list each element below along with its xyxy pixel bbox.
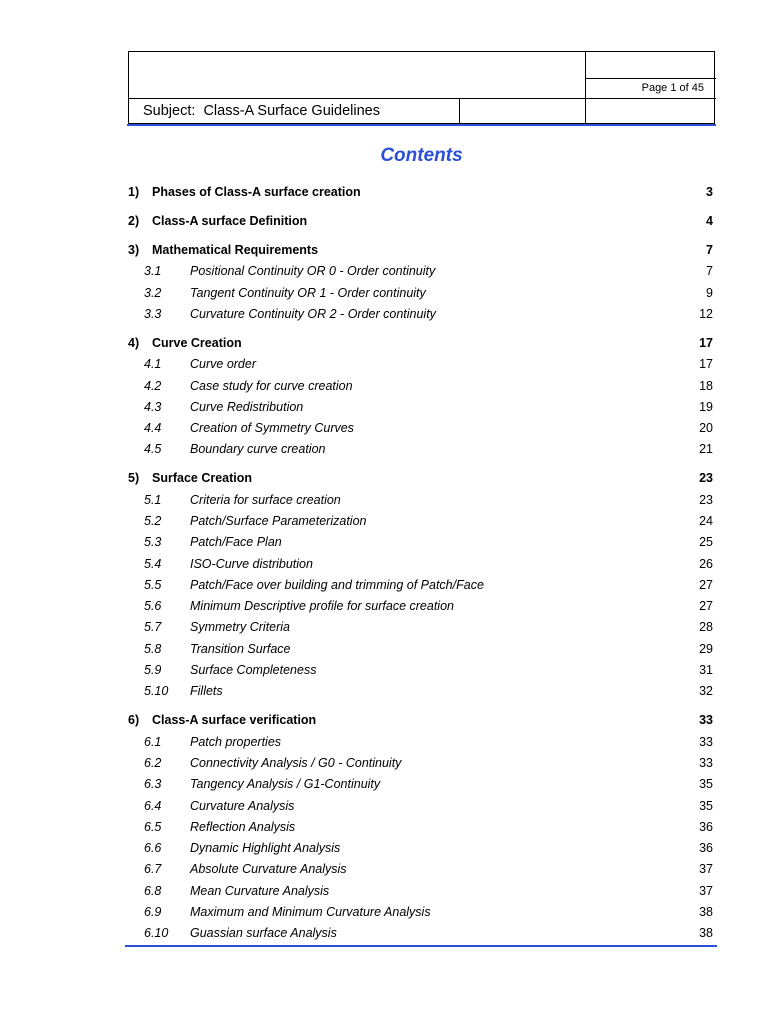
toc-page: 24	[699, 514, 713, 528]
toc-title: Patch/Surface Parameterization	[190, 514, 367, 528]
toc-num: 4)	[128, 336, 140, 350]
toc-num: 6.2	[144, 756, 162, 770]
toc-page: 19	[699, 400, 713, 414]
toc-num: 6.4	[144, 799, 162, 813]
toc-title: Phases of Class-A surface creation	[152, 185, 361, 199]
toc-section[interactable]	[128, 241, 713, 259]
toc-title: Minimum Descriptive profile for surface creation	[190, 599, 454, 613]
toc-num: 5.3	[144, 535, 162, 549]
toc-page: 38	[699, 905, 713, 919]
toc-subsection[interactable]	[128, 262, 713, 280]
toc-title: Creation of Symmetry Curves	[190, 421, 354, 435]
contents-title: Contents	[380, 145, 463, 166]
toc-subsection[interactable]	[128, 440, 713, 458]
toc-subsection[interactable]	[128, 661, 713, 679]
toc-page: 26	[699, 557, 713, 571]
toc-subsection[interactable]	[128, 839, 713, 857]
toc-subsection[interactable]	[128, 576, 713, 594]
toc-title: Maximum and Minimum Curvature Analysis	[190, 905, 431, 919]
toc-page: 12	[699, 307, 713, 321]
toc-title: Transition Surface	[190, 642, 291, 656]
toc-page: 17	[699, 336, 713, 350]
toc-subsection[interactable]	[128, 754, 713, 772]
toc-page: 35	[699, 777, 713, 791]
toc-title: Connectivity Analysis / G0 - Continuity	[190, 756, 402, 770]
toc-subsection[interactable]	[128, 797, 713, 815]
toc-num: 6.9	[144, 905, 162, 919]
toc-num: 4.1	[144, 357, 162, 371]
toc-title: Curve order	[190, 357, 256, 371]
toc-num: 6.1	[144, 735, 162, 749]
toc-page: 17	[699, 357, 713, 371]
toc-page: 20	[699, 421, 713, 435]
toc-subsection[interactable]	[128, 860, 713, 878]
toc-title: Guassian surface Analysis	[190, 926, 337, 940]
toc-title: Surface Creation	[152, 471, 253, 485]
toc-page: 36	[699, 841, 713, 855]
toc-subsection[interactable]	[128, 597, 713, 615]
toc-page: 23	[699, 493, 713, 507]
toc-title: Absolute Curvature Analysis	[190, 862, 347, 876]
toc-subsection[interactable]	[128, 491, 713, 509]
toc-page: 36	[699, 820, 713, 834]
toc-title: Tangency Analysis / G1-Continuity	[190, 777, 381, 791]
toc-num: 6.3	[144, 777, 162, 791]
toc-subsection[interactable]	[128, 398, 713, 416]
toc-title: Criteria for surface creation	[190, 493, 341, 507]
toc-page: 25	[699, 535, 713, 549]
toc-subsection[interactable]	[128, 512, 713, 530]
toc-page: 31	[699, 663, 713, 677]
toc-num: 5.7	[144, 620, 162, 634]
toc-title: Mathematical Requirements	[152, 243, 319, 257]
header-divider	[459, 98, 460, 124]
toc-title: Patch properties	[190, 735, 282, 749]
toc-page: 38	[699, 926, 713, 940]
toc-page: 3	[706, 185, 713, 199]
toc-title: Curvature Continuity OR 2 - Order continuity	[190, 307, 436, 321]
toc-page: 27	[699, 578, 713, 592]
toc-page: 37	[699, 884, 713, 898]
toc-title: Curve Creation	[152, 336, 242, 350]
toc-num: 4.5	[144, 442, 162, 456]
toc-num: 6.6	[144, 841, 162, 855]
toc-title: Tangent Continuity OR 1 - Order continuity	[190, 286, 426, 300]
toc-page: 7	[706, 243, 713, 257]
toc-section[interactable]	[128, 334, 713, 352]
toc-num: 5.8	[144, 642, 162, 656]
toc-num: 5)	[128, 471, 140, 485]
toc-page: 33	[699, 713, 713, 727]
toc-subsection[interactable]	[128, 377, 713, 395]
toc-num: 5.9	[144, 663, 162, 677]
toc-subsection[interactable]	[128, 775, 713, 793]
toc-title: Dynamic Highlight Analysis	[190, 841, 341, 855]
toc-title: Fillets	[190, 684, 223, 698]
toc-num: 4.3	[144, 400, 162, 414]
toc-section[interactable]	[128, 469, 713, 487]
toc-page: 37	[699, 862, 713, 876]
toc-title: Surface Completeness	[190, 663, 317, 677]
toc-title: Curvature Analysis	[190, 799, 295, 813]
toc-page: 23	[699, 471, 713, 485]
toc-num: 5.1	[144, 493, 162, 507]
toc-num: 3.1	[144, 264, 162, 278]
footer-rule	[125, 945, 717, 947]
toc-subsection[interactable]	[128, 618, 713, 636]
toc-num: 5.6	[144, 599, 162, 613]
toc-num: 3.2	[144, 286, 162, 300]
toc-page: 7	[706, 264, 713, 278]
toc-section[interactable]	[128, 711, 713, 729]
toc-subsection[interactable]	[128, 355, 713, 373]
toc-page: 33	[699, 735, 713, 749]
toc-num: 6.10	[144, 926, 169, 940]
document-subject: Subject: Class-A Surface Guidelines	[143, 103, 380, 119]
toc-page: 28	[699, 620, 713, 634]
toc-subsection[interactable]	[128, 555, 713, 573]
toc-title: Symmetry Criteria	[190, 620, 291, 634]
toc-num: 6)	[128, 713, 140, 727]
toc-num: 5.5	[144, 578, 162, 592]
header-rule	[127, 124, 716, 126]
toc-subsection[interactable]	[128, 533, 713, 551]
toc-title: Case study for curve creation	[190, 379, 353, 393]
toc-num: 6.5	[144, 820, 162, 834]
toc-num: 3.3	[144, 307, 162, 321]
toc-subsection[interactable]	[128, 640, 713, 658]
toc-section[interactable]	[128, 183, 713, 201]
toc-subsection[interactable]	[128, 419, 713, 437]
toc-title: Class-A surface Definition	[152, 214, 308, 228]
toc-page: 29	[699, 642, 713, 656]
toc-title: Class-A surface verification	[152, 713, 317, 727]
toc-title: Patch/Face over building and trimming of Patch/Face	[190, 578, 484, 592]
toc-subsection[interactable]	[128, 284, 713, 302]
toc-subsection[interactable]	[128, 733, 713, 751]
toc-subsection[interactable]	[128, 882, 713, 900]
toc-page: 4	[706, 214, 713, 228]
toc-subsection[interactable]	[128, 903, 713, 921]
toc-title: Mean Curvature Analysis	[190, 884, 330, 898]
toc-title: Boundary curve creation	[190, 442, 326, 456]
toc-page: 35	[699, 799, 713, 813]
toc-title: Patch/Face Plan	[190, 535, 282, 549]
toc-page: 18	[699, 379, 713, 393]
toc-num: 5.4	[144, 557, 162, 571]
toc-num: 5.2	[144, 514, 162, 528]
toc-title: Curve Redistribution	[190, 400, 304, 414]
toc-title: Reflection Analysis	[190, 820, 296, 834]
toc-num: 1)	[128, 185, 140, 199]
document-header	[128, 51, 715, 124]
toc-page: 27	[699, 599, 713, 613]
toc-num: 4.4	[144, 421, 162, 435]
toc-num: 6.7	[144, 862, 162, 876]
toc-subsection[interactable]	[128, 818, 713, 836]
toc-title: ISO-Curve distribution	[190, 557, 313, 571]
toc-subsection[interactable]	[128, 305, 713, 323]
toc-title: Positional Continuity OR 0 - Order continuity	[190, 264, 436, 278]
toc-num: 2)	[128, 214, 140, 228]
toc-page: 21	[699, 442, 713, 456]
toc-section[interactable]	[128, 212, 713, 230]
toc-page: 9	[706, 286, 713, 300]
page-number: Page 1 of 45	[641, 82, 704, 94]
toc-subsection[interactable]	[128, 924, 713, 942]
toc-num: 6.8	[144, 884, 162, 898]
toc-num: 5.10	[144, 684, 169, 698]
toc-subsection[interactable]	[128, 682, 713, 700]
toc-page: 32	[699, 684, 713, 698]
toc-num: 3)	[128, 243, 140, 257]
toc-num: 4.2	[144, 379, 162, 393]
toc-page: 33	[699, 756, 713, 770]
